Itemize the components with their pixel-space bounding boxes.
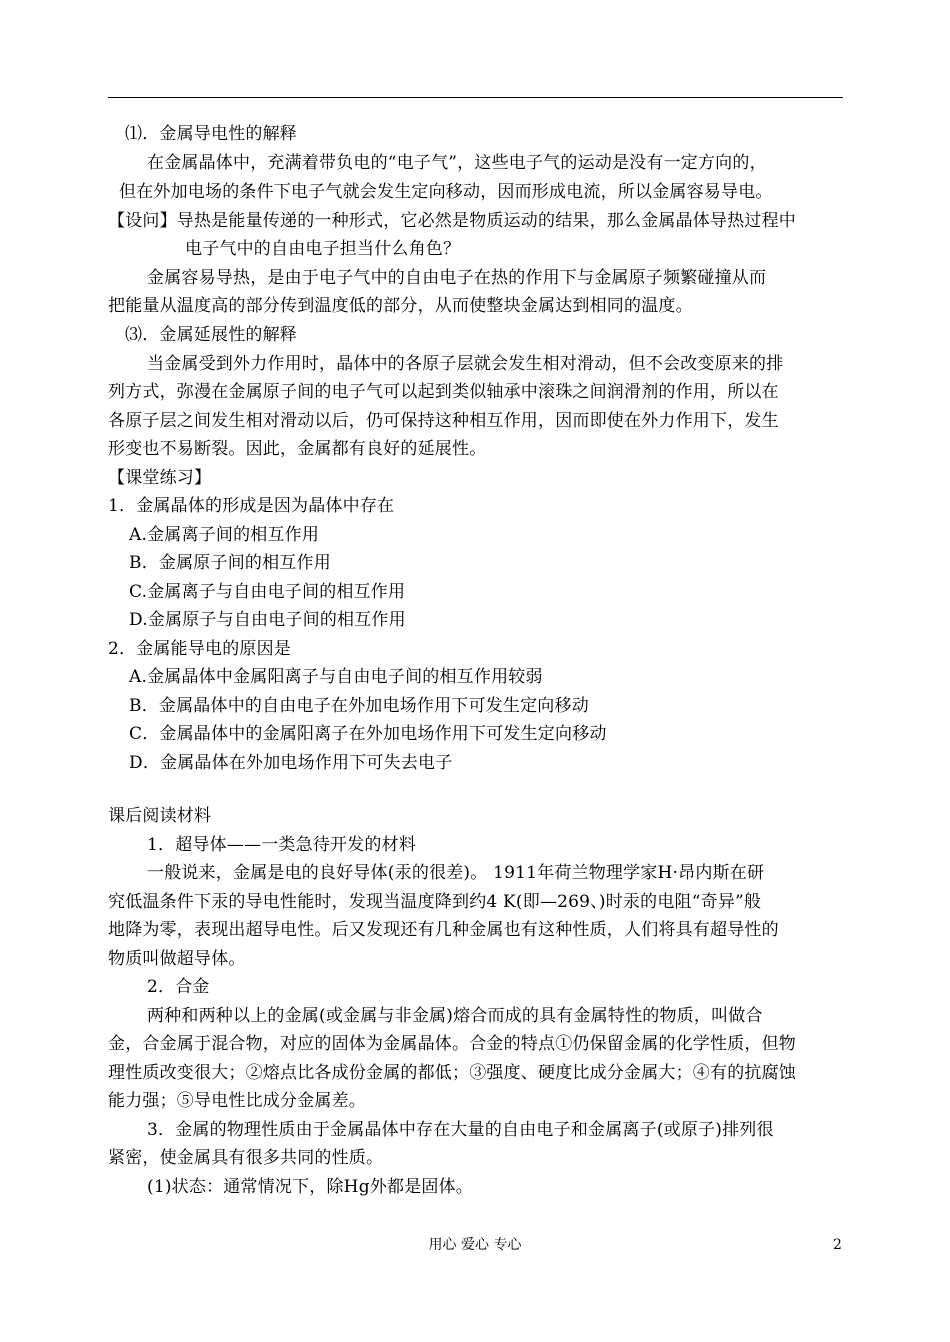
paragraph-line: 列方式，弥漫在金属原子间的电子气可以起到类似轴承中滚珠之间润滑剂的作用，所以在 <box>108 382 779 402</box>
header-rule <box>108 97 843 98</box>
option-c: C．金属晶体中的金属阳离子在外加电场作用下可发生定向移动 <box>129 724 607 744</box>
question-1: 1．金属晶体的形成是因为晶体中存在 <box>108 496 395 516</box>
paragraph-line: (1)状态：通常情况下，除Hg外都是固体。 <box>147 1177 473 1197</box>
question-line: 【设问】导热是能量传递的一种形式，它必然是物质运动的结果，那么金属晶体导热过程中 <box>108 211 796 231</box>
paragraph-line: 但在外加电场的条件下电子气就会发生定向移动，因而形成电流，所以金属容易导电。 <box>119 182 773 202</box>
option-c: C.金属离子与自由电子间的相互作用 <box>129 582 406 602</box>
paragraph-line: 一般说来，金属是电的良好导体(汞的很差)。 1911年荷兰物理学家H·昂内斯在研 <box>147 863 765 883</box>
paragraph-line: 物质叫做超导体。 <box>108 949 246 969</box>
page-footer: 用心 爱心 专心 <box>428 1237 522 1253</box>
paragraph-line: 金属容易导热，是由于电子气中的自由电子在热的作用下与金属原子频繁碰撞从而 <box>147 268 767 288</box>
paragraph-line: 两种和两种以上的金属(或金属与非金属)熔合而成的具有金属特性的物质，叫做合 <box>147 1006 763 1026</box>
paragraph-line: 理性质改变很大；②熔点比各成份金属的都低；③强度、硬度比成分金属大；④有的抗腐蚀 <box>108 1063 796 1083</box>
paragraph-line: 紧密，使金属具有很多共同的性质。 <box>108 1148 384 1168</box>
subheading-ductility: ⑶．金属延展性的解释 <box>125 325 297 345</box>
option-d: D.金属原子与自由电子间的相互作用 <box>129 610 406 630</box>
section-heading-reading: 课后阅读材料 <box>108 806 212 826</box>
paragraph-line: 在金属晶体中，充满着带负电的“电子气”，这些电子气的运动是没有一定方向的， <box>147 153 767 173</box>
paragraph-line: 各原子层之间发生相对滑动以后，仍可保持这种相互作用，因而即使在外力作用下，发生 <box>108 411 779 431</box>
paragraph-line: 把能量从温度高的部分传到温度低的部分，从而使整块金属达到相同的温度。 <box>108 296 693 316</box>
section-heading-exercise: 【课堂练习】 <box>108 468 212 488</box>
question-2: 2．金属能导电的原因是 <box>108 639 292 659</box>
paragraph-line: 形变也不易断裂。因此，金属都有良好的延展性。 <box>108 439 487 459</box>
subheading-conductivity: ⑴．金属导电性的解释 <box>125 124 297 144</box>
subheading-superconductor: 1．超导体——一类急待开发的材料 <box>147 835 417 855</box>
subheading-alloy: 2．合金 <box>147 977 210 997</box>
paragraph-line: 究低温条件下汞的导电性能时，发现当温度降到约4 K(即—269、)时汞的电阻“奇异”般 <box>108 892 762 912</box>
paragraph-line: 3．金属的物理性质由于金属晶体中存在大量的自由电子和金属离子(或原子)排列很 <box>147 1120 774 1140</box>
paragraph-line: 地降为零，表现出超导电性。后又发现还有几种金属也有这种性质，人们将具有超导性的 <box>108 920 779 940</box>
question-line: 电子气中的自由电子担当什么角色？ <box>185 239 461 259</box>
paragraph-line: 能力强；⑤导电性比成分金属差。 <box>108 1091 366 1111</box>
option-b: B．金属原子间的相互作用 <box>129 553 331 573</box>
paragraph-line: 当金属受到外力作用时，晶体中的各原子层就会发生相对滑动，但不会改变原来的排 <box>147 354 784 374</box>
option-a: A.金属离子间的相互作用 <box>129 525 320 545</box>
option-a: A.金属晶体中金属阳离子与自由电子间的相互作用较弱 <box>129 667 543 687</box>
paragraph-line: 金，合金属于混合物，对应的固体为金属晶体。合金的特点①仍保留金属的化学性质，但物 <box>108 1034 796 1054</box>
page-number: 2 <box>833 1237 842 1253</box>
option-d: D．金属晶体在外加电场作用下可失去电子 <box>129 753 453 773</box>
option-b: B．金属晶体中的自由电子在外加电场作用下可发生定向移动 <box>129 696 589 716</box>
